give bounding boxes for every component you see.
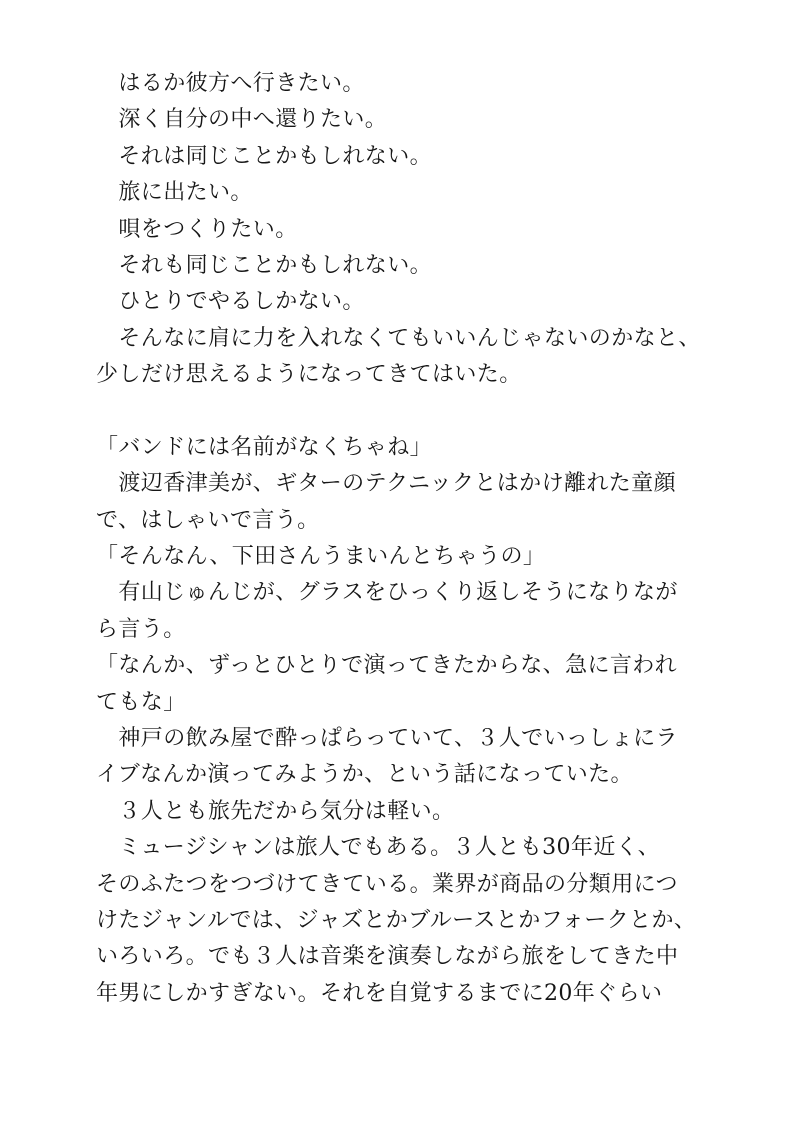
text-line: 神戸の飲み屋で酔っぱらっていて、３人でいっしょにラ	[96, 726, 678, 752]
text-line: 唄をつくりたい。	[96, 216, 298, 242]
text-line: ら言う。	[96, 616, 186, 642]
text-line: ミュージシャンは旅人でもある。３人とも30年近く、	[96, 835, 661, 861]
text-line: イブなんか演ってみようか、という話になっていた。	[96, 762, 633, 788]
text-line: ３人とも旅先だから気分は軽い。	[96, 798, 455, 824]
text-line: 深く自分の中へ還りたい。	[96, 107, 388, 133]
text-line: それは同じことかもしれない。	[96, 143, 433, 169]
text-line: はるか彼方へ行きたい。	[96, 71, 365, 96]
blank-line	[96, 394, 656, 430]
text-line: ひとりでやるしかない。	[96, 289, 365, 315]
text-line: 渡辺香津美が、ギターのテクニックとはかけ離れた童顔	[96, 471, 676, 497]
text-line: いろいろ。でも３人は音楽を演奏しながら旅をしてきた中	[96, 944, 679, 970]
text-line: 「なんか、ずっとひとりで演ってきたからな、急に言われ	[96, 653, 678, 679]
text-line: てもな」	[96, 689, 186, 715]
text-line: そのふたつをつづけてきている。業界が商品の分類用につ	[96, 871, 678, 897]
text-line: 旅に出たい。	[96, 180, 253, 206]
body-text	[96, 66, 701, 1012]
text-line: 「バンドには名前がなくちゃね」	[96, 434, 433, 460]
text-line: そんなに肩に力を入れなくてもいいんじゃないのかなと、	[96, 325, 701, 351]
text-line: で、はしゃいで言う。	[96, 507, 320, 533]
text-line: 少しだけ思えるようになってきてはいた。	[96, 362, 522, 388]
text-line: 有山じゅんじが、グラスをひっくり返しそうになりなが	[96, 580, 678, 606]
text-line: それも同じことかもしれない。	[96, 252, 433, 278]
text-line: けたジャンルでは、ジャズとかブルースとかフォークとか、	[96, 907, 697, 933]
text-line: 「そんなん、下田さんうまいんとちゃうの」	[96, 544, 546, 570]
text-line: 年男にしかすぎない。それを自覚するまでに20年ぐらい	[96, 980, 663, 1006]
